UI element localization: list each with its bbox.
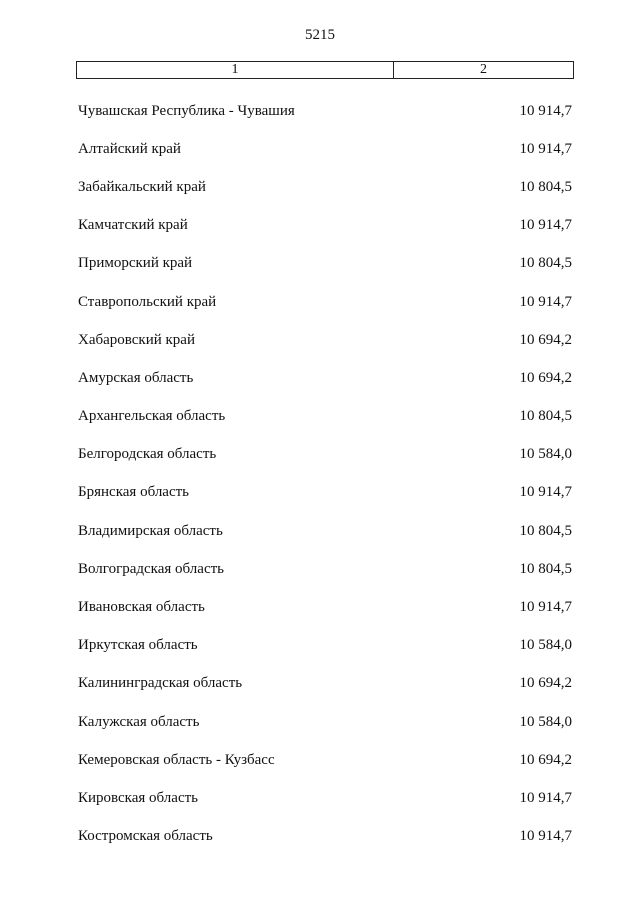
region-name: Костромская область (78, 828, 213, 845)
region-name: Забайкальский край (78, 178, 206, 195)
region-name: Брянская область (78, 484, 190, 501)
table-row (78, 92, 572, 130)
table-row (78, 741, 572, 779)
table-row (78, 283, 572, 321)
region-value: 10 804,5 (519, 178, 572, 195)
region-value: 10 694,2 (519, 369, 572, 386)
table-row (78, 436, 572, 474)
region-name: Ивановская область (78, 599, 205, 616)
table-row (78, 512, 572, 550)
table-row (78, 398, 572, 436)
region-value: 10 914,7 (519, 217, 572, 234)
region-name: Ставропольский край (78, 293, 217, 310)
region-name: Приморский край (78, 255, 193, 272)
region-value: 10 914,7 (519, 599, 572, 616)
region-name: Иркутская область (78, 637, 198, 654)
region-value: 10 694,2 (519, 675, 572, 692)
region-value: 10 914,7 (519, 828, 572, 845)
region-value: 10 584,0 (519, 446, 572, 463)
table-row (78, 665, 572, 703)
table-row (78, 474, 572, 512)
region-name: Хабаровский край (78, 331, 195, 348)
column-header-2: 2 (480, 62, 487, 77)
table-row (78, 321, 572, 359)
table-row (78, 779, 572, 817)
region-name: Кемеровская область - Кузбасс (78, 751, 275, 768)
table-row (78, 245, 572, 283)
region-name: Волгоградская область (78, 560, 224, 577)
region-value: 10 914,7 (519, 484, 572, 501)
region-name: Калужская область (78, 713, 200, 730)
table-row (78, 703, 572, 741)
region-value: 10 694,2 (519, 751, 572, 768)
table-row (78, 168, 572, 206)
table-row (78, 207, 572, 245)
region-name: Владимирская область (78, 522, 223, 539)
region-value: 10 584,0 (519, 637, 572, 654)
region-name: Камчатский край (78, 217, 188, 234)
region-name: Архангельская область (78, 408, 226, 425)
region-name: Алтайский край (78, 140, 181, 157)
region-value: 10 584,0 (519, 713, 572, 730)
region-value: 10 914,7 (519, 140, 572, 157)
table-row (78, 550, 572, 588)
table-row (78, 627, 572, 665)
region-value: 10 694,2 (519, 331, 572, 348)
region-value: 10 804,5 (519, 255, 572, 272)
region-name: Белгородская область (78, 446, 217, 463)
region-name: Чувашская Республика - Чувашия (78, 102, 295, 119)
region-name: Амурская область (78, 369, 194, 386)
table-row (78, 818, 572, 856)
table-row (78, 588, 572, 626)
region-value: 10 804,5 (519, 560, 572, 577)
table-body (78, 92, 572, 856)
region-value: 10 914,7 (519, 293, 572, 310)
region-value: 10 914,7 (519, 789, 572, 806)
table-row (78, 359, 572, 397)
region-value: 10 804,5 (519, 522, 572, 539)
region-name: Калининградская область (78, 675, 243, 692)
table-row (78, 130, 572, 168)
region-value: 10 914,7 (519, 102, 572, 119)
table-header (76, 61, 574, 79)
column-header-1: 1 (77, 62, 394, 78)
region-name: Кировская область (78, 789, 199, 806)
page-number: 5215 (305, 27, 335, 43)
region-value: 10 804,5 (519, 408, 572, 425)
